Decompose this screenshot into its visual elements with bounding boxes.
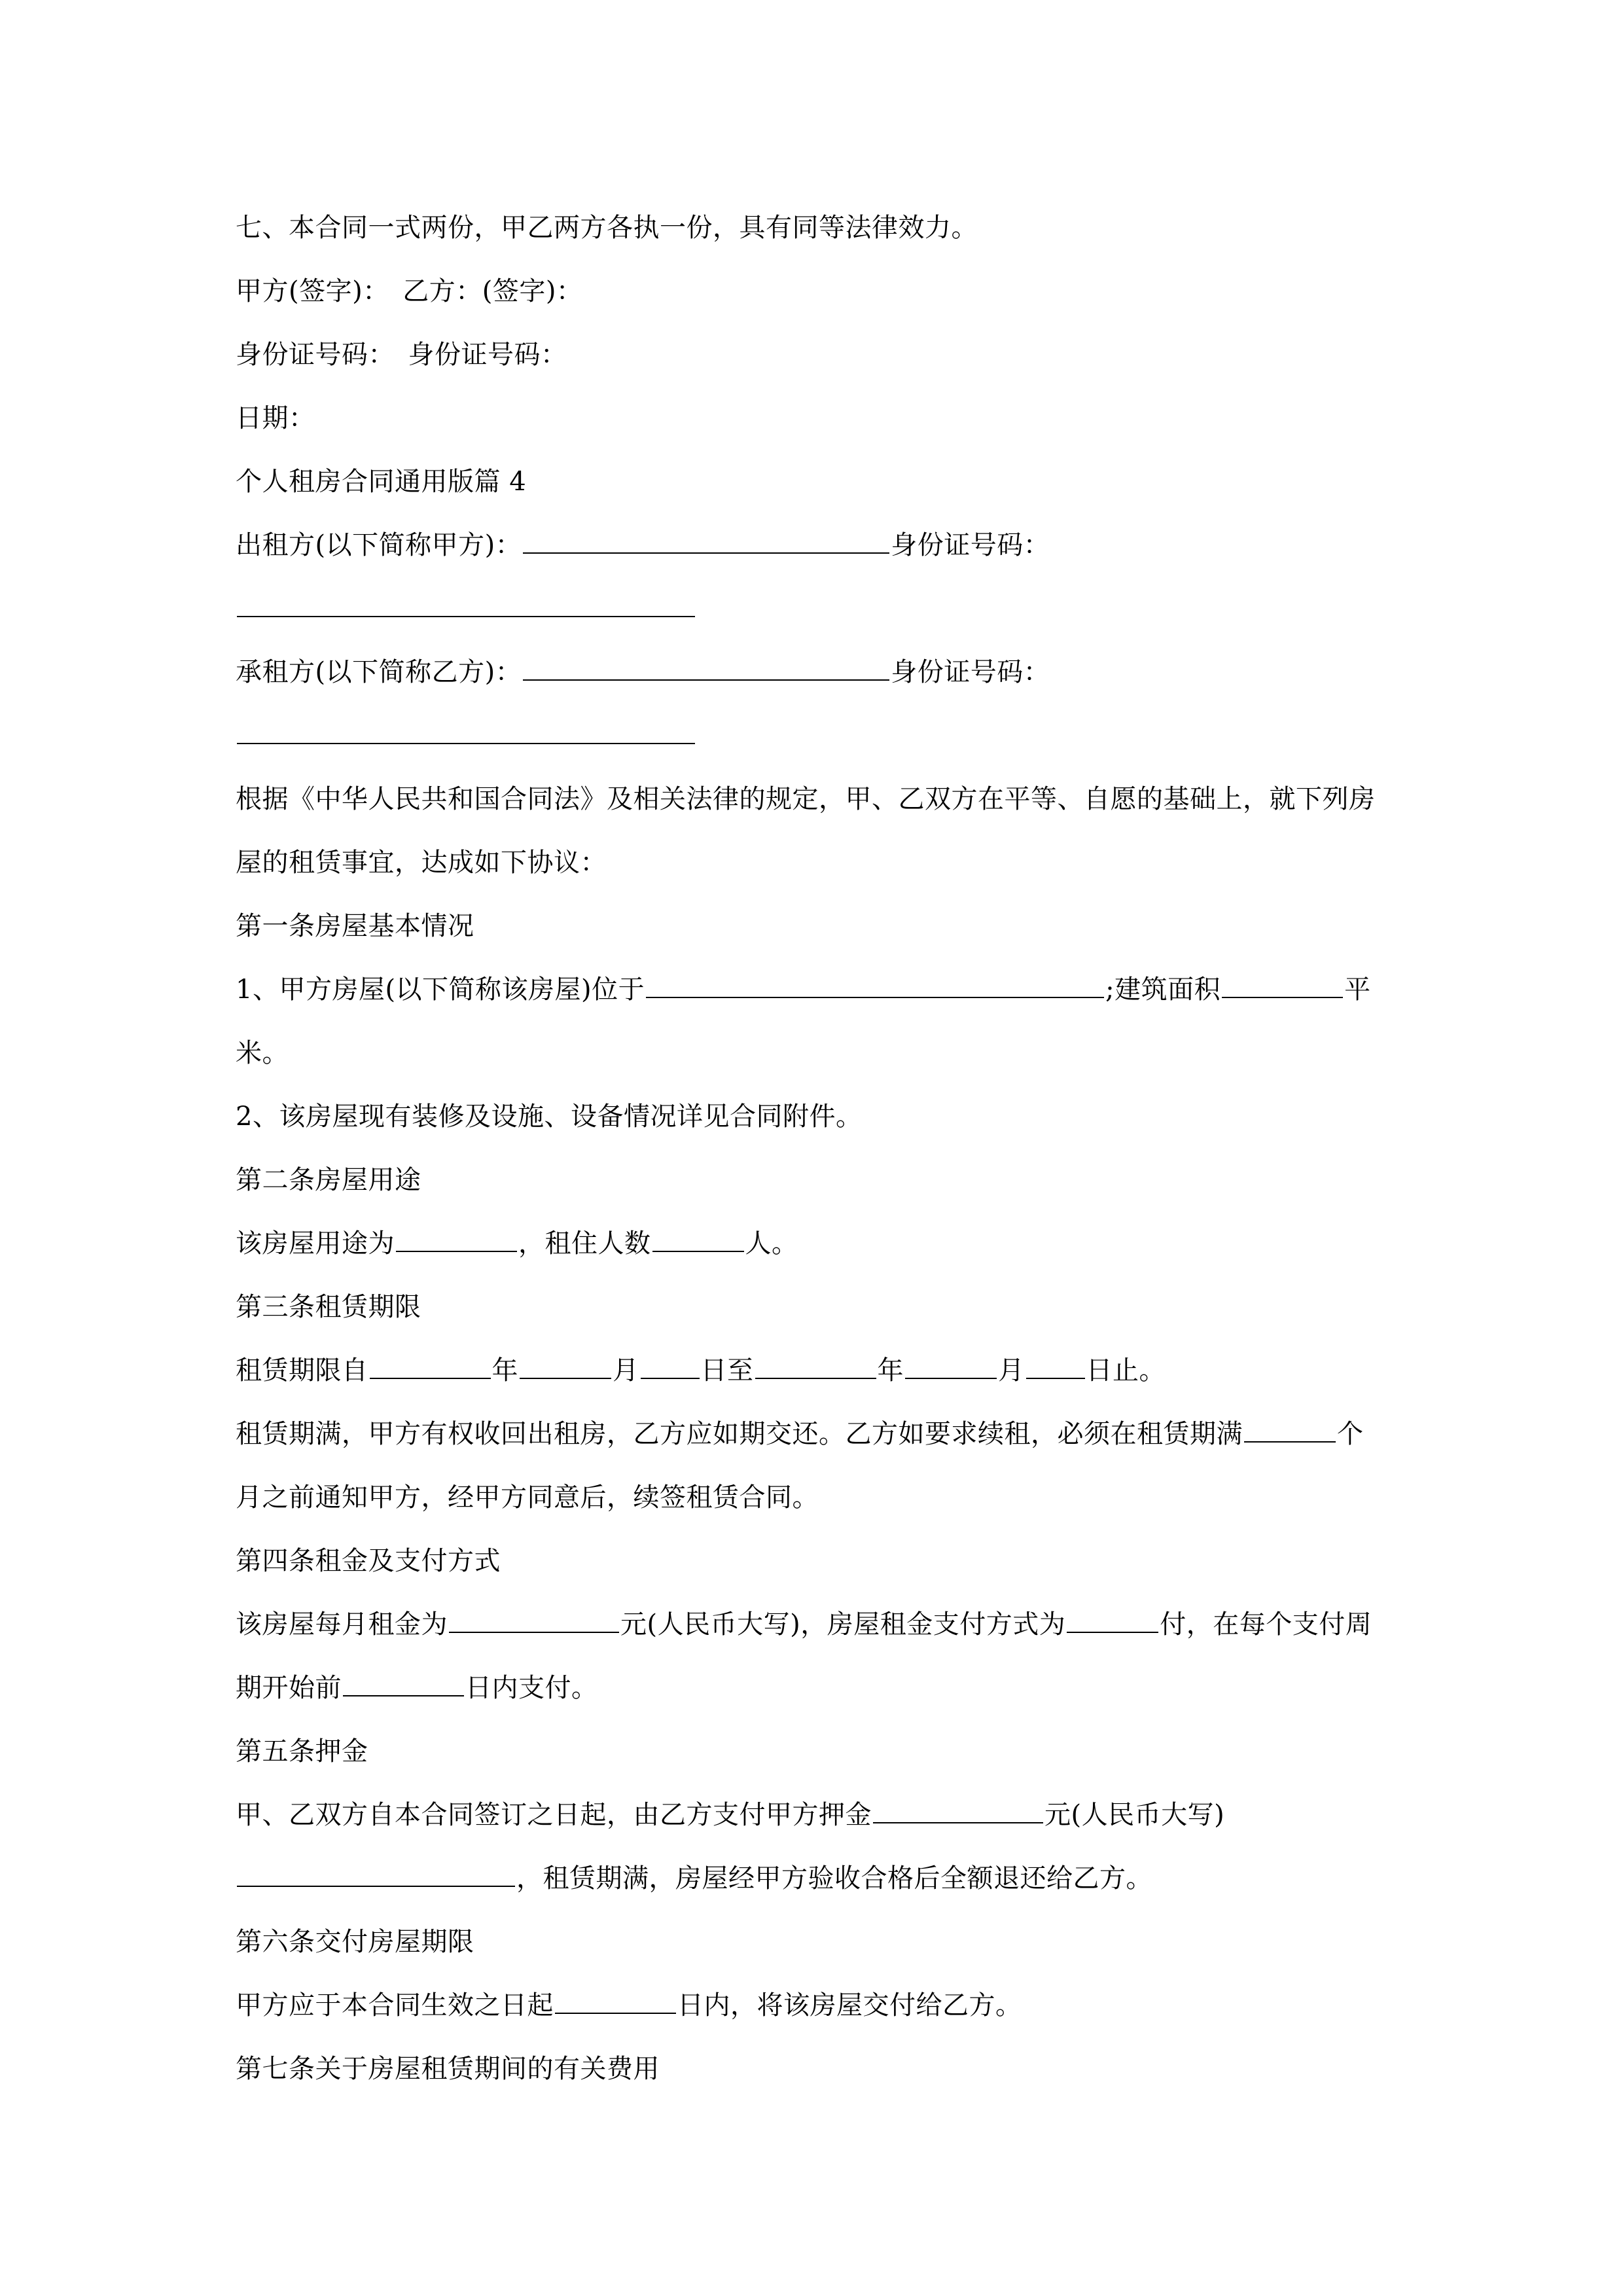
paragraph-article-three-term bbox=[236, 1339, 1387, 1403]
text: 第四条租金及支付方式 bbox=[236, 1546, 501, 1576]
document-heading bbox=[236, 450, 1387, 514]
text: 身份证号码： 身份证号码： bbox=[236, 340, 567, 370]
paragraph-article-two-body bbox=[236, 1212, 1387, 1276]
paragraph-article-one-item-2 bbox=[236, 1085, 1387, 1149]
start-month-blank bbox=[520, 1352, 611, 1379]
paragraph-article-three-renewal bbox=[236, 1403, 1387, 1530]
paragraph-id-numbers bbox=[236, 323, 1387, 387]
lessor-name-blank bbox=[523, 526, 889, 554]
text: 甲方应于本合同生效之日起 bbox=[236, 1990, 554, 2020]
text: 第六条交付房屋期限 bbox=[236, 1927, 474, 1957]
paragraph-lessor bbox=[236, 514, 1387, 641]
occupant-count-blank bbox=[652, 1225, 744, 1252]
text: 个月之前通知甲方，经甲方同意后，续签租赁合同。 bbox=[236, 1419, 1364, 1513]
end-month-blank bbox=[905, 1352, 997, 1379]
text: ，租赁期满，房屋经甲方验收合格后全额退还给乙方。 bbox=[516, 1863, 1152, 1893]
text: 租赁期满，甲方有权收回出租房，乙方应如期交还。乙方如要求续租，必须在租赁期满 bbox=[236, 1419, 1243, 1449]
text: 月 bbox=[613, 1355, 639, 1386]
text: 月 bbox=[998, 1355, 1025, 1386]
text: 年 bbox=[877, 1355, 904, 1386]
text: 付，在每个支付周期开始前 bbox=[236, 1609, 1372, 1703]
text: 第七条关于房屋租赁期间的有关费用 bbox=[236, 2054, 660, 2084]
heading-article-one bbox=[236, 895, 1387, 958]
lessor-id-blank bbox=[237, 590, 695, 617]
text: 根据《中华人民共和国合同法》及相关法律的规定，甲、乙双方在平等、自愿的基础上，就下列房屋的租赁事宜，达成如下协议： bbox=[236, 784, 1376, 878]
text: 第五条押金 bbox=[236, 1736, 368, 1767]
paragraph-article-one-item-1 bbox=[236, 958, 1387, 1085]
lessor-label: 出租方(以下简称甲方)： bbox=[236, 530, 522, 560]
text: 元(人民币大写)，房屋租金支付方式为 bbox=[620, 1609, 1066, 1640]
paragraph-article-four-body bbox=[236, 1593, 1387, 1720]
text: 该房屋每月租金为 bbox=[236, 1609, 448, 1640]
delivery-days-blank bbox=[555, 1986, 676, 2014]
text: 人。 bbox=[745, 1229, 798, 1259]
lessee-id-blank bbox=[237, 717, 695, 744]
text: 1、甲方房屋(以下简称该房屋)位于 bbox=[236, 975, 645, 1005]
heading-article-seven bbox=[236, 2037, 1387, 2101]
paragraph-lessee bbox=[236, 641, 1387, 768]
deposit-amount-blank bbox=[873, 1796, 1043, 1823]
text: 日止。 bbox=[1086, 1355, 1166, 1386]
text: 甲方(签字)： 乙方：(签字)： bbox=[236, 276, 583, 306]
text: 日至 bbox=[700, 1355, 754, 1386]
monthly-rent-blank bbox=[449, 1605, 619, 1633]
heading-text: 个人租房合同通用版篇 4 bbox=[236, 467, 527, 497]
heading-article-six bbox=[236, 1910, 1387, 1974]
text: 甲、乙双方自本合同签订之日起，由乙方支付甲方押金 bbox=[236, 1800, 872, 1830]
lessee-id-label: 身份证号码： bbox=[891, 657, 1050, 687]
lessee-label: 承租方(以下简称乙方)： bbox=[236, 657, 522, 687]
text: 元(人民币大写) bbox=[1044, 1800, 1225, 1830]
text: 日内，将该房屋交付给乙方。 bbox=[677, 1990, 1022, 2020]
document-body bbox=[236, 196, 1387, 2101]
text: 第一条房屋基本情况 bbox=[236, 911, 474, 941]
payment-method-blank bbox=[1067, 1605, 1158, 1633]
payment-days-blank bbox=[343, 1669, 464, 1696]
heading-article-two bbox=[236, 1149, 1387, 1212]
house-location-blank bbox=[646, 971, 1104, 998]
start-year-blank bbox=[370, 1352, 491, 1379]
heading-article-five bbox=[236, 1720, 1387, 1784]
heading-article-three bbox=[236, 1276, 1387, 1339]
deposit-amount-words-blank bbox=[237, 1859, 515, 1887]
text: 日期： bbox=[236, 403, 315, 433]
paragraph-clause-seven bbox=[236, 196, 1387, 260]
lessor-id-label: 身份证号码： bbox=[891, 530, 1050, 560]
house-area-blank bbox=[1222, 971, 1343, 998]
paragraph-article-five-body bbox=[236, 1784, 1387, 1910]
text: 日内支付。 bbox=[465, 1673, 598, 1703]
end-day-blank bbox=[1026, 1352, 1085, 1379]
text: 租赁期限自 bbox=[236, 1355, 368, 1386]
text: 年 bbox=[491, 1355, 518, 1386]
text: 第二条房屋用途 bbox=[236, 1165, 421, 1195]
renewal-notice-months-blank bbox=[1244, 1415, 1336, 1443]
paragraph-article-six-body bbox=[236, 1974, 1387, 2037]
paragraph-date bbox=[236, 387, 1387, 450]
text: 2、该房屋现有装修及设施、设备情况详见合同附件。 bbox=[236, 1102, 863, 1132]
text: 平米。 bbox=[236, 975, 1371, 1068]
paragraph-preamble bbox=[236, 768, 1387, 895]
text: ，租住人数 bbox=[518, 1229, 651, 1259]
text: 第三条租赁期限 bbox=[236, 1292, 421, 1322]
paragraph-signature-parties bbox=[236, 260, 1387, 323]
text: 七、本合同一式两份，甲乙两方各执一份，具有同等法律效力。 bbox=[236, 213, 978, 243]
heading-article-four bbox=[236, 1530, 1387, 1593]
start-day-blank bbox=[641, 1352, 700, 1379]
lessee-name-blank bbox=[523, 653, 889, 681]
end-year-blank bbox=[755, 1352, 876, 1379]
text: ;建筑面积 bbox=[1105, 975, 1221, 1005]
text: 该房屋用途为 bbox=[236, 1229, 395, 1259]
house-usage-blank bbox=[396, 1225, 517, 1252]
